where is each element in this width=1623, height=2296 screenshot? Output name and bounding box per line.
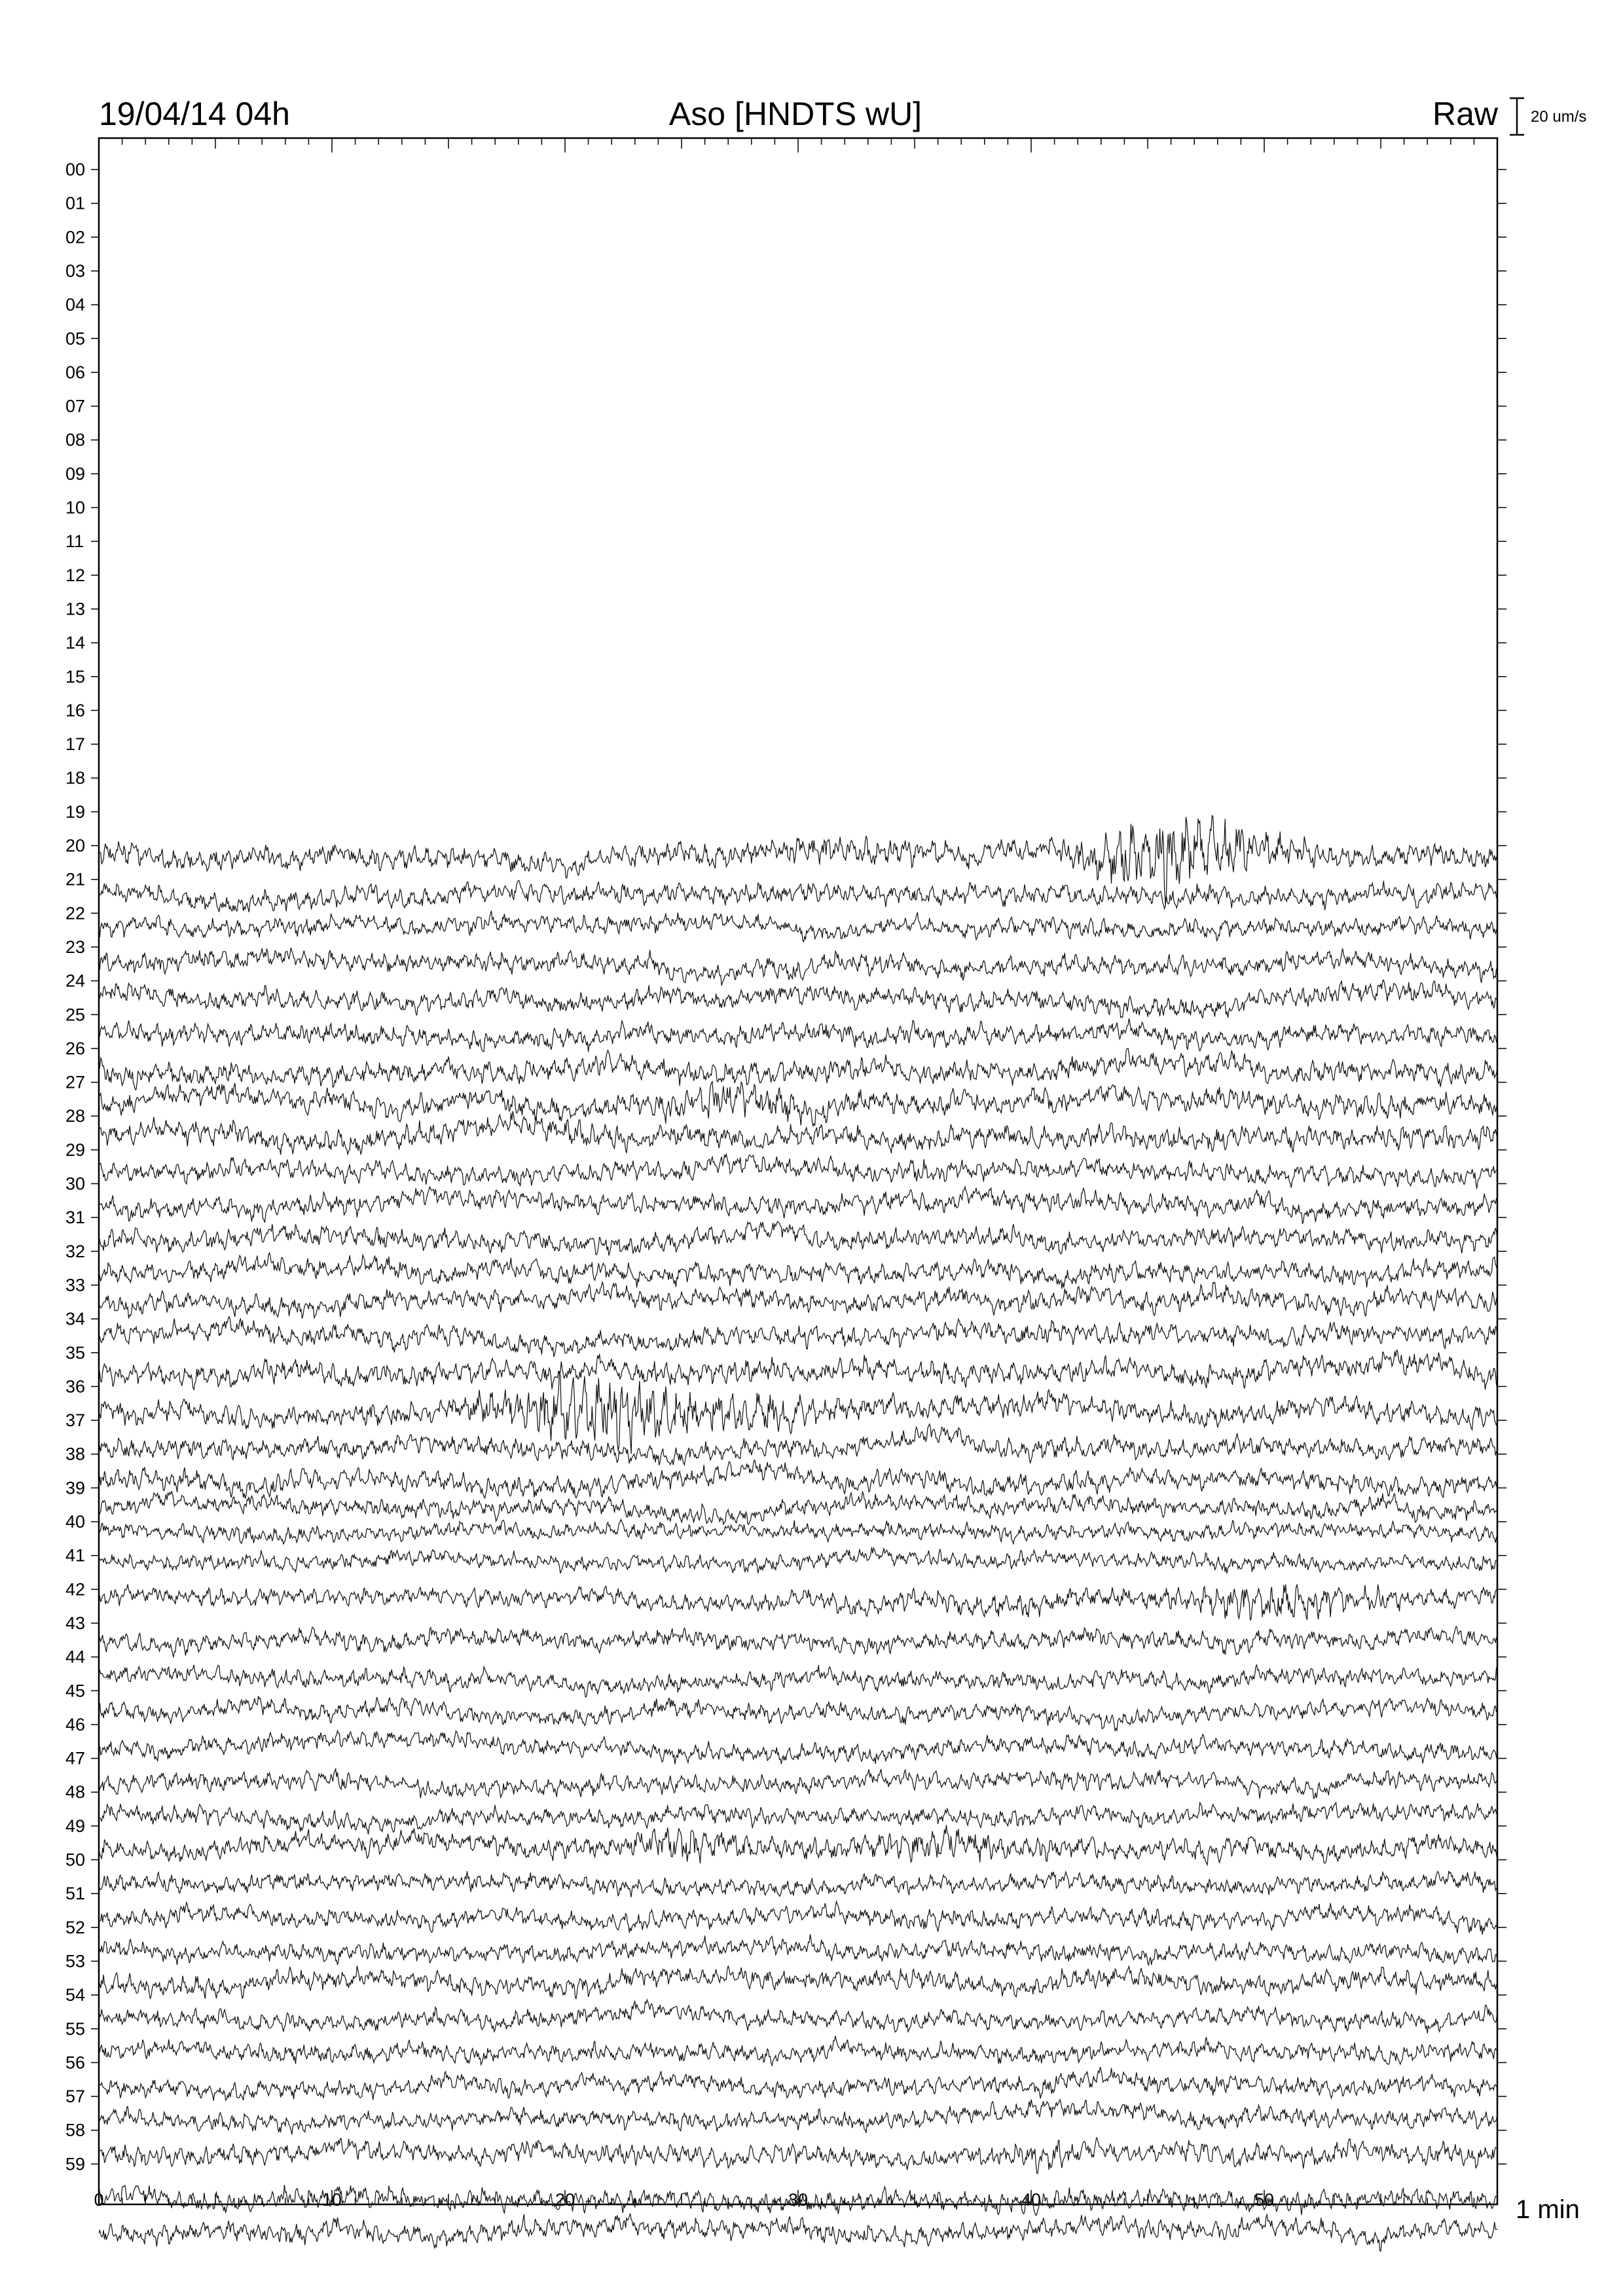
minute-label: 03 xyxy=(65,260,86,281)
minute-label: 51 xyxy=(65,1884,86,1904)
minute-label: 48 xyxy=(65,1782,86,1803)
minute-label: 35 xyxy=(65,1342,86,1363)
minute-label: 39 xyxy=(65,1478,86,1498)
header-mode: Raw xyxy=(1432,96,1498,132)
minute-label: 20 xyxy=(65,836,86,855)
minute-label: 10 xyxy=(65,497,86,518)
minute-label: 12 xyxy=(65,565,86,585)
minute-label: 42 xyxy=(65,1579,86,1600)
minute-label: 22 xyxy=(65,903,86,924)
minute-label: 54 xyxy=(65,1985,86,2005)
minute-label: 26 xyxy=(65,1038,86,1058)
minute-label: 15 xyxy=(65,666,86,687)
minute-label: 52 xyxy=(65,1917,86,1937)
minute-label: 49 xyxy=(65,1816,86,1836)
minute-label: 14 xyxy=(65,633,86,653)
second-tick-label: 30 xyxy=(788,2190,809,2210)
minute-label: 19 xyxy=(65,802,86,822)
second-tick-label: 20 xyxy=(555,2190,575,2210)
minute-label: 02 xyxy=(65,227,86,247)
minute-label: 41 xyxy=(65,1545,86,1566)
minute-label: 38 xyxy=(65,1444,86,1464)
minute-label: 11 xyxy=(65,531,84,552)
minute-label: 07 xyxy=(65,396,86,416)
second-tick-label: 50 xyxy=(1254,2190,1275,2210)
minute-label: 18 xyxy=(65,768,86,788)
minute-label: 36 xyxy=(65,1376,86,1397)
minute-label: 28 xyxy=(65,1106,86,1126)
minute-label: 17 xyxy=(65,734,86,755)
minute-label: 40 xyxy=(65,1512,86,1532)
minute-label: 43 xyxy=(65,1613,86,1633)
minute-label: 09 xyxy=(65,463,86,484)
minute-label: 56 xyxy=(65,2053,86,2073)
minute-label: 46 xyxy=(65,1714,86,1734)
minute-label: 50 xyxy=(65,1850,86,1870)
minute-label: 44 xyxy=(65,1647,86,1667)
minute-label: 25 xyxy=(65,1005,86,1025)
minute-label: 32 xyxy=(65,1241,86,1261)
minute-label: 58 xyxy=(65,2120,86,2140)
minute-label: 04 xyxy=(65,295,86,315)
minute-label: 33 xyxy=(65,1275,86,1295)
header-datetime: 19/04/14 04h xyxy=(99,96,290,132)
minute-label: 06 xyxy=(65,362,86,382)
minute-label: 53 xyxy=(65,1951,86,1971)
second-tick-label: 0 xyxy=(94,2190,104,2210)
minute-label: 34 xyxy=(65,1309,86,1329)
minute-label: 55 xyxy=(65,2018,86,2039)
minute-label: 05 xyxy=(65,329,86,349)
minute-label: 08 xyxy=(65,430,86,450)
minute-label: 57 xyxy=(65,2087,86,2107)
minute-label: 13 xyxy=(65,599,86,619)
minute-label: 30 xyxy=(65,1174,86,1194)
second-tick-label: 10 xyxy=(321,2190,342,2210)
minute-label: 29 xyxy=(65,1139,86,1160)
second-tick-label: 40 xyxy=(1021,2190,1042,2210)
duration-label: 1 min xyxy=(1516,2195,1580,2224)
minute-label: 31 xyxy=(65,1208,86,1228)
minute-label: 59 xyxy=(65,2154,86,2174)
minute-label: 21 xyxy=(65,869,86,889)
minute-label: 16 xyxy=(65,700,86,721)
minute-label: 01 xyxy=(65,193,86,213)
minute-label: 37 xyxy=(65,1410,86,1431)
minute-label: 47 xyxy=(65,1748,86,1768)
header-station: Aso [HNDTS wU] xyxy=(668,96,922,132)
minute-label: 24 xyxy=(65,971,86,991)
minute-label: 27 xyxy=(65,1072,86,1092)
minute-label: 00 xyxy=(65,160,86,179)
minute-label: 45 xyxy=(65,1681,86,1701)
amplitude-scale-label: 20 um/s xyxy=(1531,108,1587,126)
minute-label: 23 xyxy=(65,937,86,957)
